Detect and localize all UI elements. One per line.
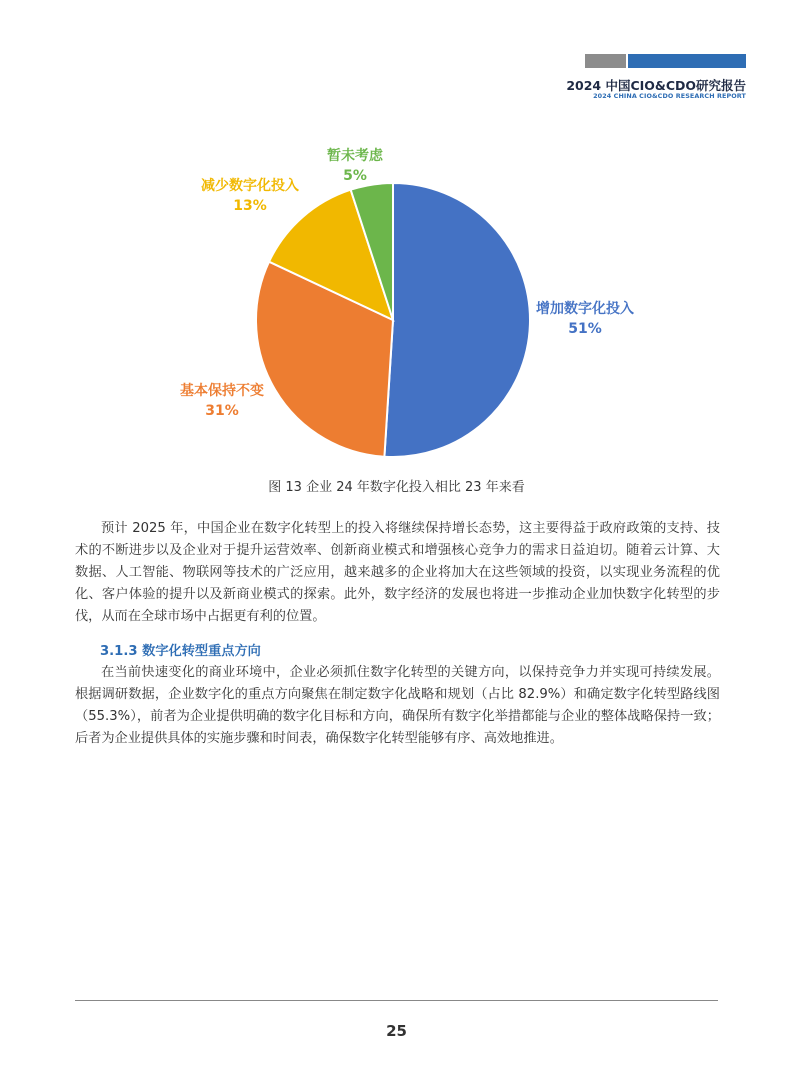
- report-title: 2024 中国CIO&CDO研究报告: [566, 78, 746, 93]
- page-number: 25: [386, 1022, 407, 1040]
- pie-chart: [0, 0, 793, 470]
- slice-value-label-4: 5%: [343, 168, 367, 184]
- slice-value-label-1: 51%: [568, 321, 602, 337]
- body-paragraph-1: 预计 2025 年，中国企业在数字化转型上的投入将继续保持增长态势，这主要得益于政府政策的支持、技术的不断进步以及企业对于提升运营效率、创新商业模式和增强核心竞争力的需求日益迫切。随着云计算、大数据、人工智能、物联网等技术的广泛应用，越来越多的企业将加大在这些领域的投资，以实现业务流程的优化、客户体验的提升以及新商业模式的探索。此外，数字经济的发展也将进一步推动企业加快数字化转型的步伐，从而在全球市场中占据更有利的位置。: [75, 521, 720, 625]
- pie-slice-1: [384, 183, 530, 457]
- slice-category-label-4: 暂未考虑: [327, 148, 383, 164]
- slice-value-label-3: 13%: [233, 198, 267, 214]
- report-subtitle: 2024 CHINA CIO&CDO RESEARCH REPORT: [593, 92, 746, 100]
- figure-caption: 图 13 企业 24 年数字化投入相比 23 年来看: [268, 480, 525, 495]
- slice-category-label-2: 基本保持不变: [180, 383, 264, 399]
- footer-divider: [75, 1000, 718, 1001]
- slice-category-label-3: 减少数字化投入: [201, 178, 299, 194]
- body-paragraph-2: 在当前快速变化的商业环境中，企业必须抓住数字化转型的关键方向，以保持竞争力并实现可持续发展。根据调研数据，企业数字化的重点方向聚焦在制定数字化战略和规划（占比 82.9%）和确定数字化转型路线图（55.3%），前者为企业提供明确的数字化目标和方向，确保所有数字化举措都能与企业的整体战略保持一致；后者为企业提供具体的实施步骤和时间表，确保数字化转型能够有序、高效地推进。: [75, 665, 720, 747]
- section-heading: 3.1.3 数字化转型重点方向: [100, 644, 261, 659]
- slice-category-label-1: 增加数字化投入: [536, 301, 634, 317]
- slice-value-label-2: 31%: [205, 403, 239, 419]
